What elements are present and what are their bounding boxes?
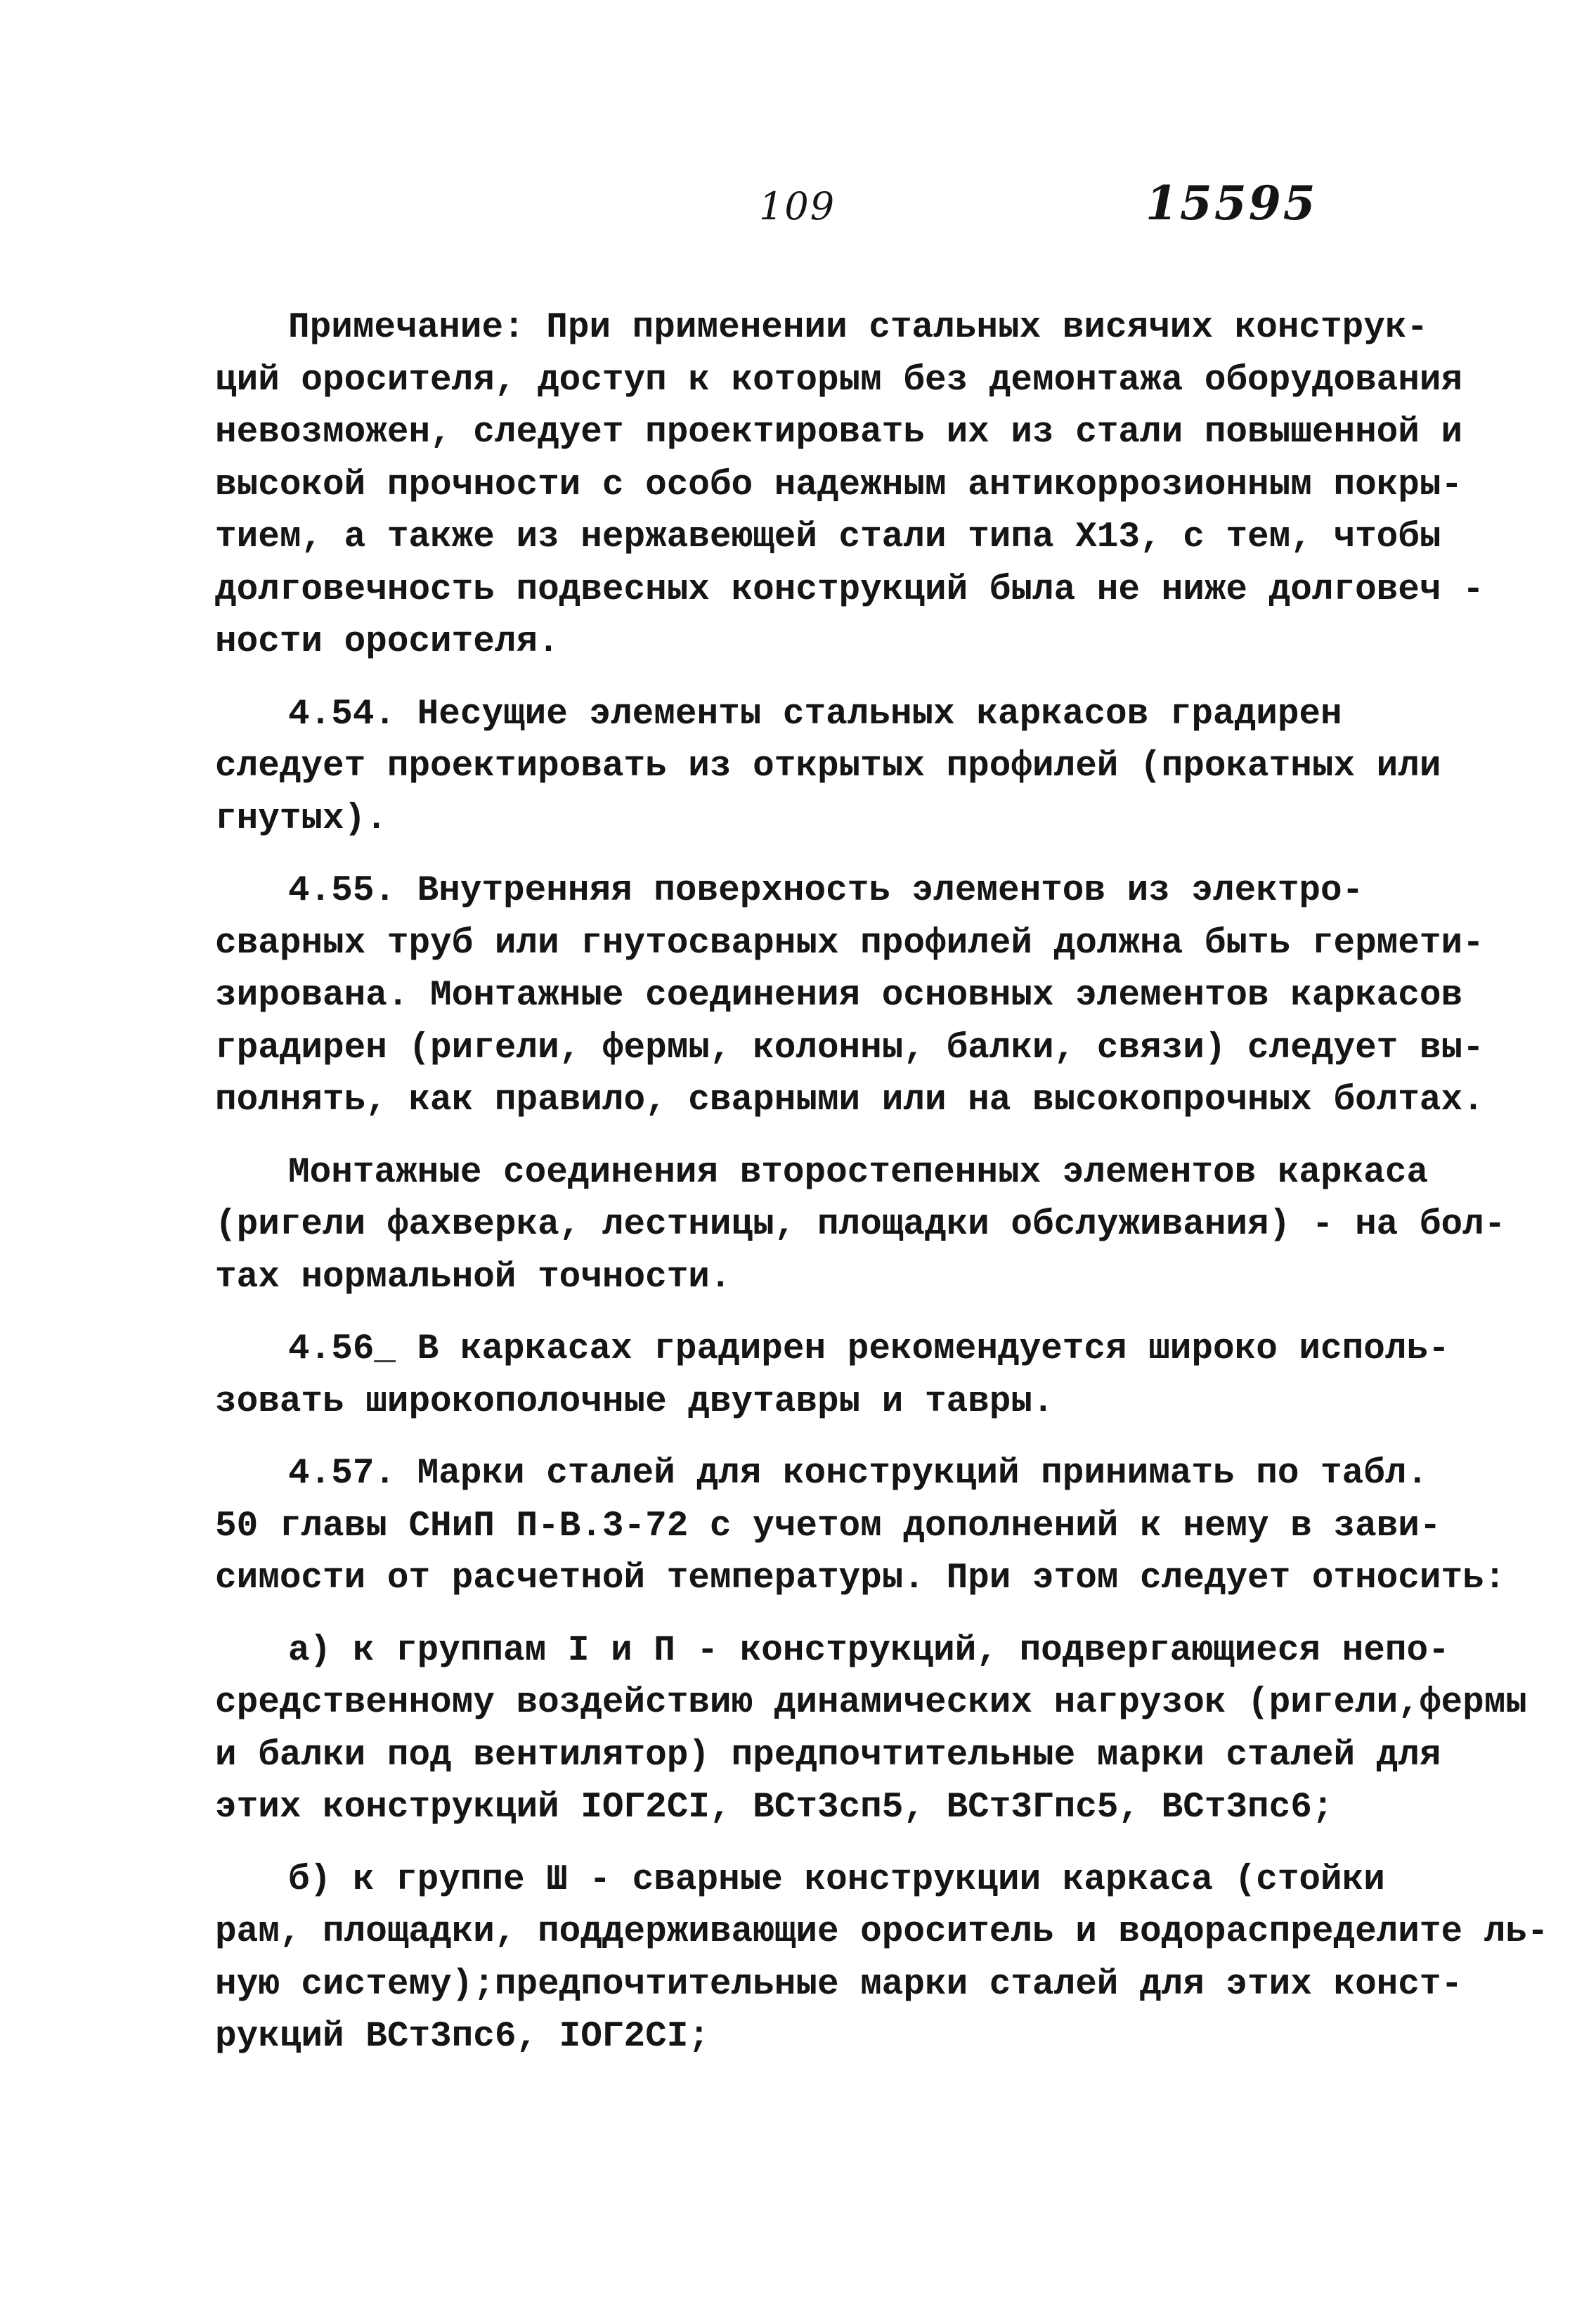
text-line: рукций ВСт3пс6, IOГ2CI; bbox=[215, 2017, 710, 2057]
paragraph-4-56 bbox=[215, 1324, 1450, 1428]
paragraph-4-55 bbox=[215, 865, 1484, 1128]
text-line: симости от расчетной температуры. При этом следует относить: bbox=[215, 1558, 1506, 1599]
text-line: ций оросителя, доступ к которым без демонтажа оборудования bbox=[215, 360, 1463, 401]
text-line: тах нормальной точности. bbox=[215, 1257, 732, 1298]
text-line: б) к группе Ш - сварные конструкции каркаса (стойки bbox=[288, 1859, 1385, 1900]
document-body bbox=[215, 302, 1549, 2084]
text-line: градирен (ригели, фермы, колонны, балки, связи) следует вы- bbox=[215, 1028, 1484, 1069]
text-line: Примечание: При применении стальных висячих конструк- bbox=[288, 308, 1429, 348]
text-line: зирована. Монтажные соединения основных элементов каркасов bbox=[215, 976, 1463, 1016]
text-line: 4.56_ В каркасах градирен рекомендуется широко исполь- bbox=[288, 1329, 1450, 1369]
text-line: высокой прочности с особо надежным антикоррозионным покры- bbox=[215, 465, 1463, 505]
paragraph-item-b bbox=[215, 1854, 1549, 2064]
paragraph-4-54 bbox=[215, 689, 1441, 846]
text-line: ности оросителя. bbox=[215, 622, 559, 662]
document-stamp-number: 15595 bbox=[1146, 176, 1318, 231]
text-line: зовать широкополочные двутавры и тавры. bbox=[215, 1381, 1054, 1422]
text-line: средственному воздействию динамических нагрузок (ригели,фермы bbox=[215, 1683, 1527, 1723]
paragraph-4-55-continuation bbox=[215, 1147, 1506, 1305]
text-line: и балки под вентилятор) предпочтительные марки сталей для bbox=[215, 1735, 1441, 1776]
paragraph-4-57 bbox=[215, 1448, 1506, 1606]
text-line: 4.55. Внутренняя поверхность элементов из электро- bbox=[288, 871, 1364, 911]
text-line: 50 главы СНиП П-В.3-72 с учетом дополнений к нему в зави- bbox=[215, 1506, 1441, 1547]
text-line: а) к группам I и П - конструкций, подвергающиеся непо- bbox=[288, 1630, 1450, 1671]
text-line: 4.57. Марки сталей для конструкций принимать по табл. bbox=[288, 1454, 1429, 1494]
text-line: гнутых). bbox=[215, 799, 387, 839]
paragraph-note bbox=[215, 302, 1484, 669]
text-line: этих конструкций IOГ2CI, ВСт3сп5, ВСт3Гпс5, ВСт3пс6; bbox=[215, 1788, 1334, 1828]
text-line: долговечность подвесных конструкций была не ниже долговеч - bbox=[215, 569, 1484, 610]
text-line: сварных труб или гнутосварных профилей должна быть гермети- bbox=[215, 923, 1484, 964]
text-line: следует проектировать из открытых профилей (прокатных или bbox=[215, 747, 1441, 787]
paragraph-item-a bbox=[215, 1625, 1527, 1835]
text-line: тием, а также из нержавеющей стали типа Х13, с тем, чтобы bbox=[215, 517, 1441, 557]
text-line: ную систему);предпочтительные марки сталей для этих конст- bbox=[215, 1964, 1463, 2005]
text-line: Монтажные соединения второстепенных элементов каркаса bbox=[288, 1152, 1429, 1193]
text-line: невозможен, следует проектировать их из стали повышенной и bbox=[215, 413, 1463, 453]
text-line: полнять, как правило, сварными или на высокопрочных болтах. bbox=[215, 1080, 1484, 1121]
text-line: 4.54. Несущие элементы стальных каркасов градирен bbox=[288, 694, 1342, 735]
text-line: (ригели фахверка, лестницы, площадки обслуживания) - на бол- bbox=[215, 1205, 1506, 1245]
page-number: 109 bbox=[759, 184, 836, 228]
text-line: рам, площадки, поддерживающие ороситель и водораспределите ль- bbox=[215, 1912, 1549, 1952]
